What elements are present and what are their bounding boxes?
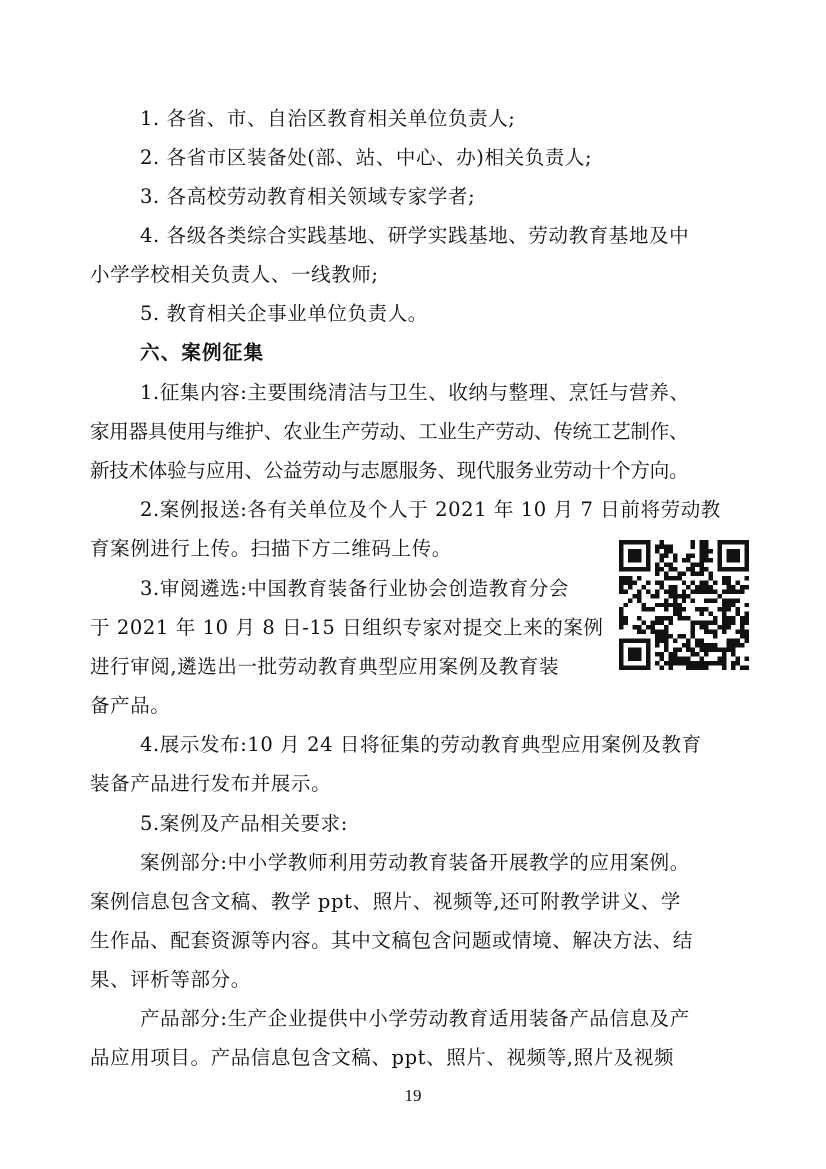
text-line: 小学学校相关负责人、一线教师; — [90, 263, 379, 286]
text-line: 品应用项目。产品信息包含文稿、ppt、照片、视频等,照片及视频 — [90, 1046, 675, 1069]
text-line: 1. 各省、市、自治区教育相关单位负责人; — [140, 107, 516, 130]
section-heading: 六、案例征集 — [140, 341, 265, 364]
text-line: 生作品、配套资源等内容。其中文稿包含问题或情境、解决方法、结 — [90, 929, 694, 952]
text-line: 5. 教育相关企事业单位负责人。 — [140, 302, 428, 325]
text-line: 进行审阅,遴选出一批劳动教育典型应用案例及教育装 — [90, 655, 560, 678]
text-line: 育案例进行上传。扫描下方二维码上传。 — [90, 537, 452, 560]
text-line: 2.案例报送:各有关单位及个人于 2021 年 10 月 7 日前将劳动教 — [140, 498, 721, 521]
text-line: 4. 各级各类综合实践基地、研学实践基地、劳动教育基地及中 — [140, 224, 690, 247]
text-line: 5.案例及产品相关要求: — [140, 812, 348, 835]
text-line: 3. 各高校劳动教育相关领域专家学者; — [140, 185, 476, 208]
text-line: 果、评析等部分。 — [90, 968, 251, 991]
text-line: 2. 各省市区装备处(部、站、中心、办)相关负责人; — [140, 146, 593, 169]
text-line: 装备产品进行发布并展示。 — [90, 772, 332, 795]
page-number: 19 — [404, 1086, 422, 1105]
text-line: 新技术体验与应用、公益劳动与志愿服务、现代服务业劳动十个方向。 — [90, 459, 689, 482]
qr-code-icon[interactable] — [619, 540, 749, 670]
text-line: 案例信息包含文稿、教学 ppt、照片、视频等,还可附教学讲义、学 — [90, 890, 681, 913]
text-line: 于 2021 年 10 月 8 日-15 日组织专家对提交上来的案例 — [90, 616, 604, 639]
text-line: 案例部分:中小学教师利用劳动教育装备开展教学的应用案例。 — [140, 851, 690, 874]
text-line: 1.征集内容:主要围绕清洁与卫生、收纳与整理、烹饪与营养、 — [140, 381, 690, 404]
text-line: 备产品。 — [90, 694, 171, 717]
text-line: 3.审阅遴选:中国教育装备行业协会创造教育分会 — [140, 577, 569, 600]
text-line: 4.展示发布:10 月 24 日将征集的劳动教育典型应用案例及教育 — [140, 733, 702, 756]
text-line: 家用器具使用与维护、农业生产劳动、工业生产劳动、传统工艺制作、 — [90, 420, 689, 443]
text-line: 产品部分:生产企业提供中小学劳动教育适用装备产品信息及产 — [140, 1007, 690, 1030]
